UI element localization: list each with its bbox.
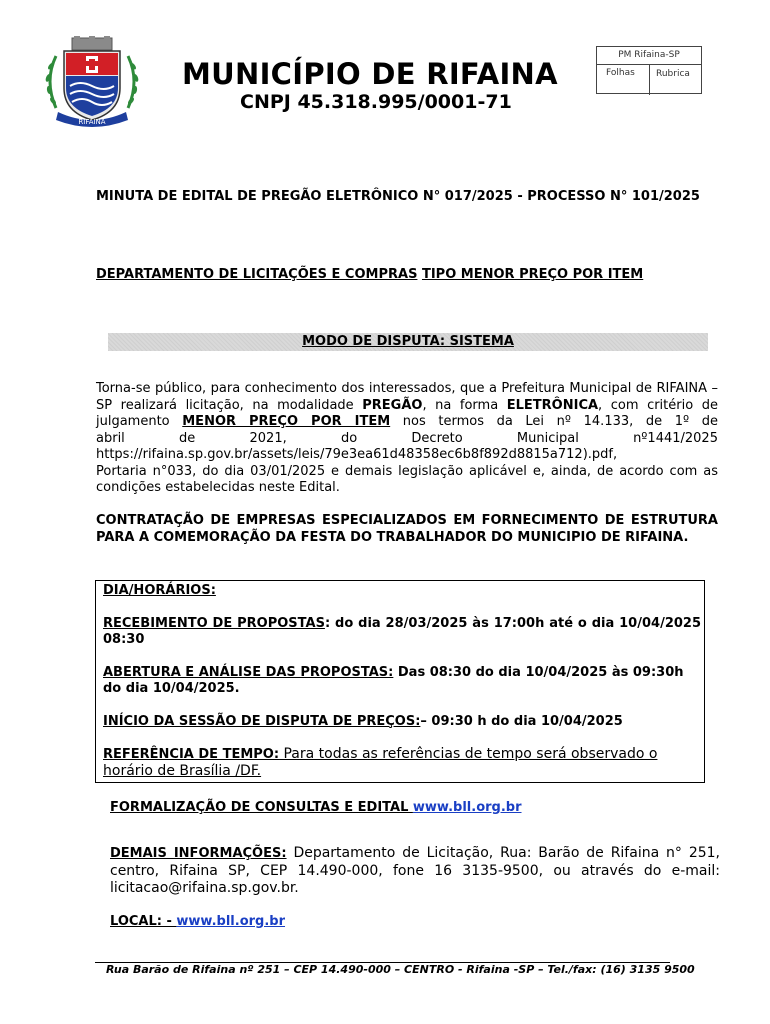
schedule-referencia: REFERÊNCIA DE TEMPO: Para todas as referências de tempo será observado o horário de Brasília /DF.	[103, 746, 658, 779]
stamp-header: PM Rifaina-SP	[597, 47, 701, 65]
cnpj-number: CNPJ 45.318.995/0001-71	[240, 91, 512, 113]
department-line	[96, 267, 736, 284]
schedule-inicio: INÍCIO DA SESSÃO DE DISPUTA DE PREÇOS:– 09:30 h do dia 10/04/2025	[103, 713, 623, 729]
municipal-coat-of-arms	[42, 36, 142, 128]
object-description: CONTRATAÇÃO DE EMPRESAS ESPECIALIZADOS EM FORNECIMENTO DE ESTRUTURA PARA A COMEMORAÇÃO DA FESTA DO TRABALHADOR DO MUNICIPIO DE RIFAINA.	[96, 513, 718, 545]
schedule-box	[95, 580, 705, 783]
judgement-type: TIPO MENOR PREÇO POR ITEM	[421, 267, 644, 282]
department-name: DEPARTAMENTO DE LICITAÇÕES E COMPRAS	[96, 267, 418, 282]
intro-text: Torna-se público, para conhecimento dos interessados, que a Prefeitura Municipal de RIFAINA – SP realizará licitação, na modalidade PREGÃO, na forma ELETRÔNICA, com critério de julgamento MENOR PREÇO POR ITEM nos termos da Lei nº 14.133, de 1º de	[96, 381, 719, 429]
edital-heading: MINUTA DE EDITAL DE PREGÃO ELETRÔNICO N° 017/2025 - PROCESSO N° 101/2025	[96, 189, 700, 204]
page-title: MUNICÍPIO DE RIFAINA	[182, 57, 558, 91]
schedule-abertura: ABERTURA E ANÁLISE DAS PROPOSTAS: Das 08:30 do dia 10/04/2025 às 09:30h do dia 10/04/2025.	[103, 664, 684, 696]
crest-banner-text: RIFAINA	[78, 118, 106, 126]
intro-paragraph	[96, 381, 718, 497]
page-stamp-box	[596, 46, 702, 94]
footer-address: Rua Barão de Rifaina nº 251 – CEP 14.490-000 – CENTRO - Rifaina -SP – Tel./fax: (16) 3135 9500	[106, 963, 695, 976]
intro-justified-line: abril de 2021, do Decreto Municipal nº1441/2025	[96, 430, 718, 446]
decree-url: https://rifaina.sp.gov.br/assets/leis/79e3ea61d48358ec6b8f892d8815a712).pdf,	[96, 447, 618, 462]
stamp-rubrica: Rubrica	[656, 69, 690, 79]
schedule-recebimento: RECEBIMENTO DE PROPOSTAS: do dia 28/03/2025 às 17:00h até o dia 10/04/2025 08:30	[103, 615, 701, 647]
schedule-heading: DIA/HORÁRIOS:	[103, 583, 216, 598]
local-line: LOCAL: - www.bll.org.br	[110, 914, 286, 929]
consultas-link[interactable]: www.bll.org.br	[412, 800, 522, 815]
consultas-line: FORMALIZAÇÃO DE CONSULTAS E EDITAL www.bll.org.br	[110, 800, 522, 815]
local-link[interactable]: www.bll.org.br	[176, 914, 286, 929]
intro-text-portaria: Portaria n°033, do dia 03/01/2025 e demais legislação aplicável e, ainda, de acordo com as condições estabelecidas neste Edital.	[96, 463, 718, 495]
modo-disputa: MODO DE DISPUTA: SISTEMA	[302, 334, 514, 349]
stamp-folhas: Folhas	[597, 65, 650, 95]
demais-informacoes: DEMAIS INFORMAÇÕES: Departamento de Licitação, Rua: Barão de Rifaina n° 251, centro, Rifaina SP, CEP 14.490-000, fone 16 3135-9500, ou através do e-mail: licitacao@rifaina.sp.gov.br.	[110, 845, 720, 896]
criterio-menor-preco: MENOR PREÇO POR ITEM	[182, 414, 391, 429]
